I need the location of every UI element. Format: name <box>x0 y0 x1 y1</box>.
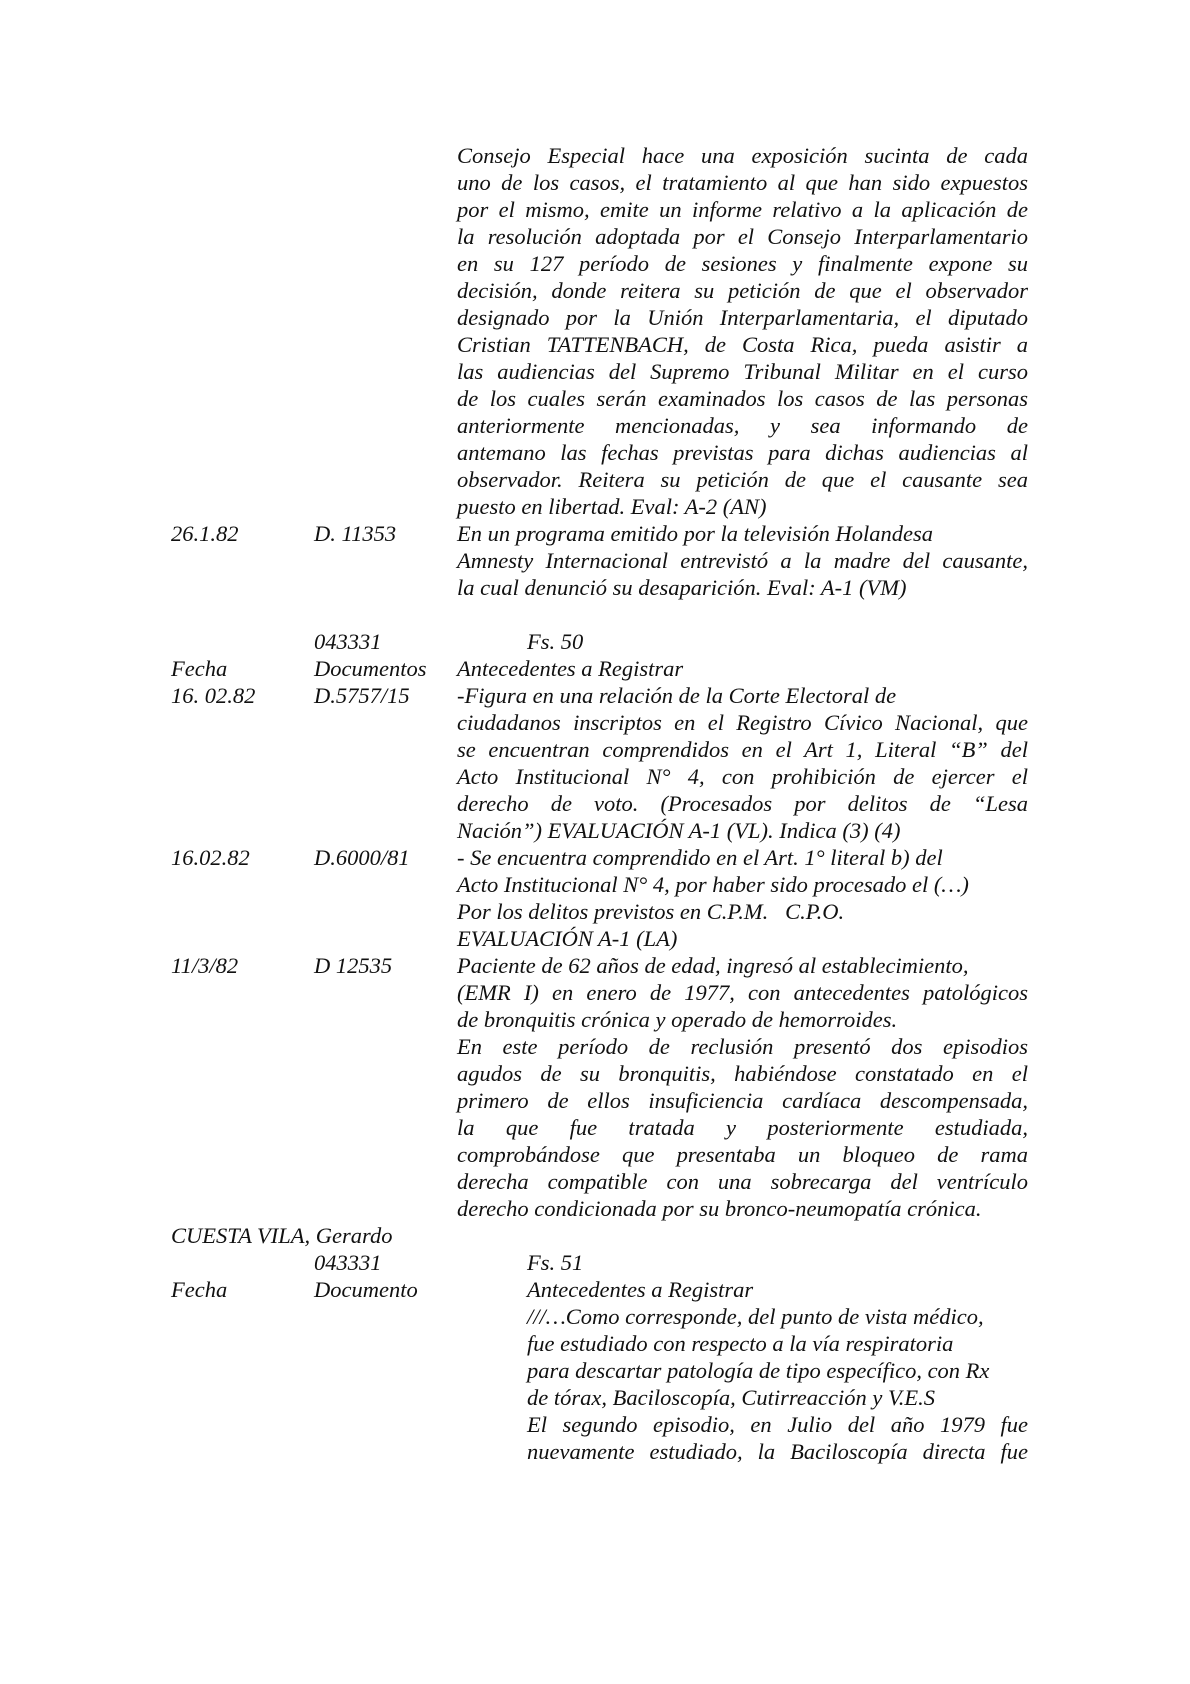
entry-date: 16.02.82 <box>171 845 250 870</box>
paragraph-line: El segundo episodio, en Julio del año 1979 fue <box>527 1412 1028 1437</box>
entry-line: ciudadanos inscriptos en el Registro Cívico Nacional, que <box>457 710 1028 735</box>
paragraph-line: antemano las fechas previstas para dichas audiencias al <box>457 440 1028 465</box>
column-header-document: Documentos <box>314 656 427 681</box>
entry-line: En un programa emitido por la televisión Holandesa <box>457 521 934 546</box>
paragraph-line: fue estudiado con respecto a la vía respiratoria <box>527 1331 954 1356</box>
entry-line: derecho de voto. (Procesados por delitos de “Lesa <box>457 791 1028 816</box>
paragraph-line: puesto en libertad. Eval: A-2 (AN) <box>457 494 767 519</box>
entry-document: D.6000/81 <box>314 845 410 870</box>
entry-line: Amnesty Internacional entrevistó a la madre del causante, <box>457 548 1028 573</box>
entry-date: 26.1.82 <box>171 521 239 546</box>
entry-line: se encuentran comprendidos en el Art 1, Literal “B” del <box>457 737 1028 762</box>
paragraph-line: observador. Reitera su petición de que el causante sea <box>457 467 1028 492</box>
entry-document: D 12535 <box>314 953 393 978</box>
entry-line: la cual denunció su desaparición. Eval: A-1 (VM) <box>457 575 907 600</box>
entry-line: Por los delitos previstos en C.P.M. C.P.O. <box>457 899 845 924</box>
file-number: 043331 <box>314 629 382 654</box>
entry-line: Paciente de 62 años de edad, ingresó al establecimiento, <box>457 953 969 978</box>
entry-line: Acto Institucional N° 4, con prohibición de ejercer el <box>457 764 1028 789</box>
paragraph-line: la resolución adoptada por el Consejo Interparlamentario <box>457 224 1028 249</box>
subject-name: CUESTA VILA, Gerardo <box>171 1223 393 1248</box>
entry-line: de bronquitis crónica y operado de hemorroides. <box>457 1007 898 1032</box>
column-header-records: Antecedentes a Registrar <box>457 656 684 681</box>
paragraph-line: las audiencias del Supremo Tribunal Militar en el curso <box>457 359 1028 384</box>
entry-line: (EMR I) en enero de 1977, con antecedentes patológicos <box>457 980 1028 1005</box>
entry-line: Nación”) EVALUACIÓN A-1 (VL). Indica (3) (4) <box>457 818 901 843</box>
paragraph-line: de los cuales serán examinados los casos de las personas <box>457 386 1028 411</box>
column-header-date: Fecha <box>171 656 228 681</box>
entry-line: EVALUACIÓN A-1 (LA) <box>457 926 678 951</box>
column-header-date: Fecha <box>171 1277 228 1302</box>
paragraph-line: para descartar patología de tipo específico, con Rx <box>527 1358 990 1383</box>
folio-number: Fs. 51 <box>527 1250 584 1275</box>
paragraph-line: ///…Como corresponde, del punto de vista médico, <box>527 1304 984 1329</box>
entry-date: 16. 02.82 <box>171 683 256 708</box>
folio-number: Fs. 50 <box>527 629 584 654</box>
entry-line: agudos de su bronquitis, habiéndose constatado en el <box>457 1061 1028 1086</box>
entry-line: En este período de reclusión presentó dos episodios <box>457 1034 1028 1059</box>
entry-line: Acto Institucional N° 4, por haber sido procesado el (…) <box>457 872 969 897</box>
file-number: 043331 <box>314 1250 382 1275</box>
paragraph-line: Cristian TATTENBACH, de Costa Rica, pueda asistir a <box>457 332 1028 357</box>
paragraph-line: de tórax, Baciloscopía, Cutirreacción y V.E.S <box>527 1385 936 1410</box>
entry-line: derecha compatible con una sobrecarga del ventrículo <box>457 1169 1028 1194</box>
paragraph-line: anteriormente mencionadas, y sea informando de <box>457 413 1028 438</box>
entry-line: - Se encuentra comprendido en el Art. 1° literal b) del <box>457 845 943 870</box>
entry-date: 11/3/82 <box>171 953 239 978</box>
paragraph-line: uno de los casos, el tratamiento al que han sido expuestos <box>457 170 1028 195</box>
column-header-document: Documento <box>314 1277 418 1302</box>
paragraph-line: nuevamente estudiado, la Baciloscopía directa fue <box>527 1439 1028 1464</box>
entry-document: D.5757/15 <box>314 683 410 708</box>
column-header-records: Antecedentes a Registrar <box>527 1277 754 1302</box>
paragraph-line: por el mismo, emite un informe relativo a la aplicación de <box>457 197 1028 222</box>
paragraph-line: decisión, donde reitera su petición de que el observador <box>457 278 1028 303</box>
entry-line: la que fue tratada y posteriormente estudiada, <box>457 1115 1028 1140</box>
paragraph-line: Consejo Especial hace una exposición sucinta de cada <box>457 143 1028 168</box>
entry-line: derecho condicionada por su bronco-neumopatía crónica. <box>457 1196 982 1221</box>
paragraph-line: designado por la Unión Interparlamentaria, el diputado <box>457 305 1028 330</box>
entry-line: primero de ellos insuficiencia cardíaca descompensada, <box>457 1088 1028 1113</box>
paragraph-line: en su 127 período de sesiones y finalmente expone su <box>457 251 1028 276</box>
entry-document: D. 11353 <box>314 521 397 546</box>
entry-line: comprobándose que presentaba un bloqueo de rama <box>457 1142 1028 1167</box>
entry-line: -Figura en una relación de la Corte Electoral de <box>457 683 897 708</box>
